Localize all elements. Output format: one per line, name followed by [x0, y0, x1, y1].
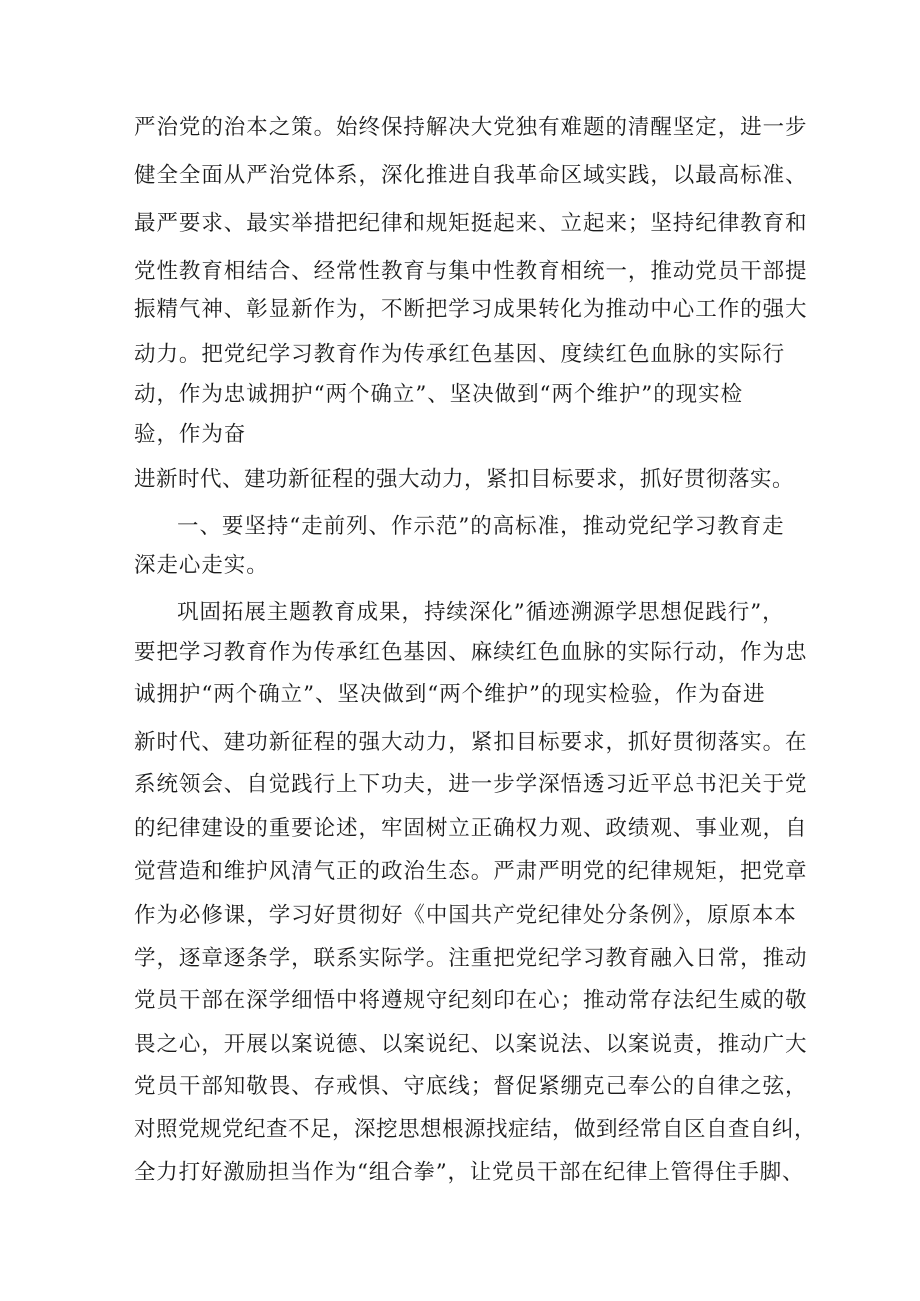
text-line: 觉营造和维护风清气正的政治生态。严肃严明党的纪律规矩，把党章 [134, 859, 808, 884]
text-line: 新时代、建功新征程的强大动力，紧扣目标要求，抓好贯彻落实。在 [134, 730, 808, 755]
text-line: 的纪律建设的重要论述，牢固树立正确权力观、政绩观、事业观，自 [134, 816, 808, 841]
text-line: 作为必修课，学习好贯彻好《中国共产党纪律处分条例》，原原本本 [134, 903, 797, 928]
text-line: 动，作为忠诚拥护“两个确立”、坚决做到“两个维护”的现实检 [134, 382, 744, 407]
text-line: 对照党规党纪查不足，深挖思想根源找症结，做到经常自区自查自纠， [134, 1117, 817, 1142]
text-line: 系统领会、自觉践行上下功夫，进一步学深悟透习近平总书汜关于党 [134, 772, 808, 797]
text-line: 全力打好激励担当作为“组合拳”，让党员干部在纪律上管得住手脚、 [134, 1160, 805, 1185]
text-line: 党员干部知敬畏、存戒惧、守底线；督促紧绷克己奉公的自律之弦， [134, 1074, 808, 1099]
section-heading: 一、要坚持“走前列、作示范”的高标准，推动党纪学习教育走 [177, 514, 785, 539]
text-line: 党员干部在深学细悟中将遵规守纪刻印在心；推动常存法纪生威的敬 [134, 988, 808, 1013]
section-heading: 深走心走实。 [134, 553, 269, 578]
text-line: 要把学习教育作为传承红色基因、麻续红色血脉的实际行动，作为忠 [134, 640, 808, 665]
text-line: 最严要求、最实举措把纪律和规矩挺起来、立起来；坚持纪律教育和 [134, 211, 808, 236]
text-line: 巩固拓展主题教育成果，持续深化”循迹溯源学思想促践行”， [177, 600, 785, 625]
text-line: 严治党的治本之策。始终保持解决大党独有难题的清醒坚定，进一步 [134, 115, 808, 140]
text-line: 振精气神、彰显新作为，不断把学习成果转化为推动中心工作的强大 [134, 297, 808, 322]
text-line: 诚拥护“两个确立”、坚决做到“两个维护”的现实检验，作为奋进 [134, 682, 766, 707]
text-line: 学，逐章逐条学，联系实际学。注重把党纪学习教育融入日常，推动 [134, 946, 808, 971]
text-line: 进新时代、建功新征程的强大动力，紧扣目标要求，抓好贯彻落实。 [134, 467, 795, 492]
text-line: 党性教育相结合、经常性教育与集中性教育相统一，推动党员干部提 [134, 259, 808, 284]
text-line: 验，作为奋 [134, 422, 247, 447]
text-line: 健全全面从严治党体系，深化推进自我革命区域实践，以最高标准、 [134, 163, 808, 188]
text-line: 畏之心，开展以案说德、以案说纪、以案说法、以案说责，推动广大 [134, 1032, 808, 1057]
text-line: 动力。把党纪学习教育作为传承红色基因、度续红色血脉的实际行 [134, 342, 786, 367]
